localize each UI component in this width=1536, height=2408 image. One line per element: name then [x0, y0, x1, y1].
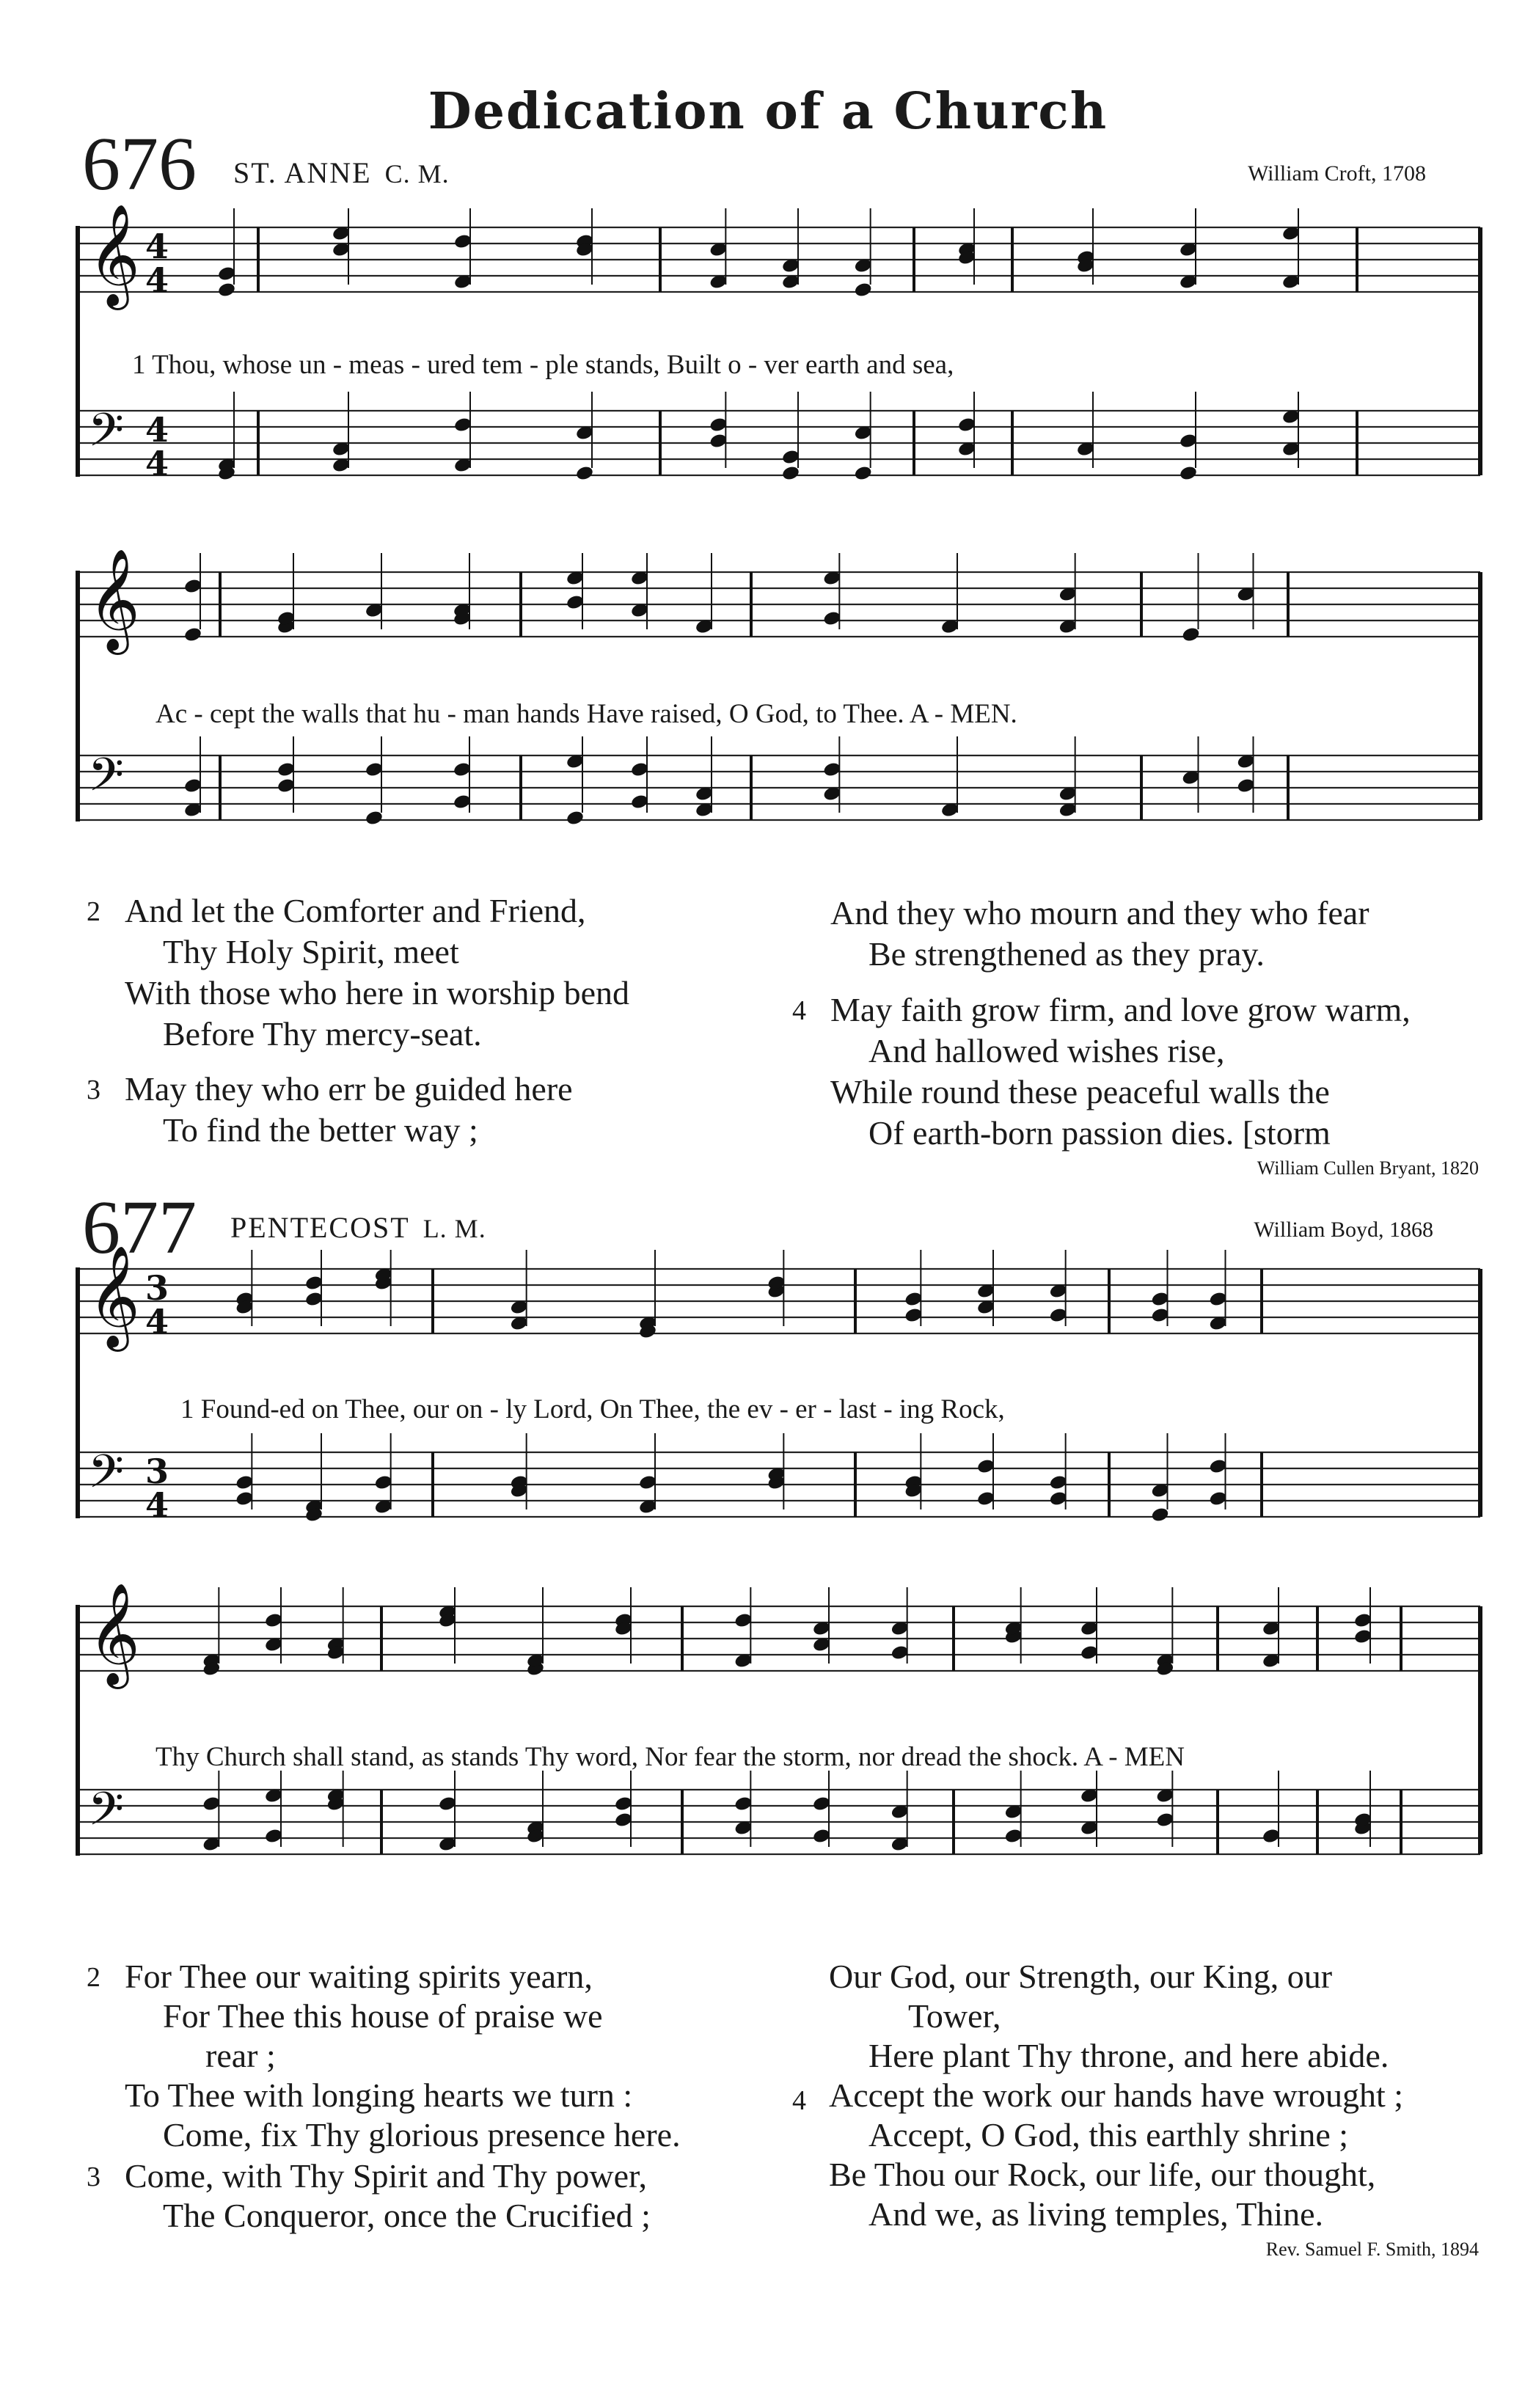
- verse-line: Our God, our Strength, our King, our: [829, 1958, 1333, 1995]
- time-signature-top: 3: [145, 1268, 169, 1308]
- verse-line: Come, with Thy Spirit and Thy power,: [125, 2157, 647, 2195]
- verse-line: rear ;: [205, 2037, 276, 2074]
- verse-line: And we, as living temples, Thine.: [868, 2195, 1324, 2233]
- music-system-676-a: [0, 204, 1536, 550]
- verse-number: 2: [87, 1962, 100, 1993]
- bass-clef-icon: 𝄢: [88, 1444, 124, 1509]
- bass-clef-icon: 𝄢: [88, 1782, 124, 1847]
- verse-line: With those who here in worship bend: [125, 974, 630, 1011]
- lyrics-677-line1: 1 Found-ed on Thee, our on - ly Lord, On Thee, the ev - er - last - ing Rock,: [180, 1394, 1005, 1424]
- hymn-number-677: 677: [82, 1185, 197, 1270]
- verse-line: Accept, O God, this earthly shrine ;: [868, 2116, 1349, 2153]
- text-credit-677: Rev. Samuel F. Smith, 1894: [1265, 2239, 1479, 2260]
- verse-number: 2: [87, 896, 100, 927]
- treble-clef-icon: 𝄞: [88, 204, 140, 306]
- verse-line: Be strengthened as they pray.: [868, 935, 1265, 973]
- time-signature-top: 4: [145, 410, 169, 450]
- treble-clef-icon: 𝄞: [88, 549, 140, 651]
- verse-number: 3: [87, 1075, 100, 1105]
- composer-676: William Croft, 1708: [1248, 161, 1426, 186]
- verse-line: And let the Comforter and Friend,: [125, 892, 586, 929]
- time-signature-bottom: 4: [145, 444, 169, 483]
- lyrics-676-line2: Ac - cept the walls that hu - man hands Have raised, O God, to Thee. A - MEN.: [156, 699, 1017, 729]
- verse-number: 4: [792, 995, 806, 1026]
- verse-line: While round these peaceful walls the: [830, 1073, 1330, 1110]
- verse-line: Thy Holy Spirit, meet: [163, 933, 459, 970]
- treble-staff: [78, 1583, 1480, 1689]
- text-credit-676: William Cullen Bryant, 1820: [1257, 1157, 1479, 1179]
- bass-staff: [78, 1771, 1480, 1854]
- time-signature-bottom: 4: [145, 1302, 169, 1342]
- bass-clef-icon: 𝄢: [88, 747, 124, 813]
- verse-line: Accept the work our hands have wrought ;: [829, 2076, 1404, 2114]
- section-title: Dedication of a Church: [428, 82, 1108, 141]
- verse-line: Be Thou our Rock, our life, our thought,: [829, 2156, 1376, 2193]
- verse-number: 3: [87, 2162, 100, 2192]
- treble-staff: [78, 204, 1480, 310]
- tune-name-677: [230, 1210, 486, 1245]
- tune-name-676: [233, 155, 450, 190]
- verse-line: Here plant Thy throne, and here abide.: [868, 2037, 1389, 2074]
- hymn-number-676: 676: [82, 122, 197, 206]
- treble-staff: [78, 549, 1480, 655]
- verse-line: Come, fix Thy glorious presence here.: [163, 2116, 681, 2153]
- time-signature-top: 4: [145, 227, 169, 266]
- treble-clef-icon: 𝄞: [88, 1583, 140, 1685]
- meter-label: L. M.: [423, 1214, 486, 1243]
- treble-clef-icon: 𝄞: [88, 1245, 140, 1347]
- time-signature-bottom: 4: [145, 1485, 169, 1525]
- verse-line: May they who err be guided here: [125, 1070, 573, 1108]
- tune-label: ST. ANNE: [233, 156, 372, 189]
- verse-line: To find the better way ;: [163, 1111, 478, 1149]
- bass-staff: [78, 392, 1480, 483]
- tune-label: PENTECOST: [230, 1211, 410, 1244]
- verse-line: For Thee this house of praise we: [163, 1997, 603, 2035]
- verse-line: Of earth-born passion dies. [storm: [868, 1114, 1331, 1152]
- verse-number: 4: [792, 2085, 806, 2116]
- time-signature-bottom: 4: [145, 260, 169, 300]
- lyrics-676-line1: 1 Thou, whose un - meas - ured tem - ple stands, Built o - ver earth and sea,: [132, 350, 954, 380]
- bass-staff: [78, 736, 1480, 826]
- time-signature-top: 3: [145, 1452, 169, 1491]
- verse-line: And hallowed wishes rise,: [868, 1032, 1225, 1069]
- verse-line: May faith grow firm, and love grow warm,: [830, 991, 1411, 1028]
- lyrics-677-line2: Thy Church shall stand, as stands Thy word, Nor fear the storm, nor dread the shock. A - MEN: [156, 1742, 1185, 1772]
- bass-clef-icon: 𝄢: [88, 403, 124, 468]
- composer-677: William Boyd, 1868: [1254, 1218, 1433, 1242]
- verse-line: To Thee with longing hearts we turn :: [125, 2076, 633, 2114]
- treble-staff: [78, 1245, 1480, 1352]
- verse-line: The Conqueror, once the Crucified ;: [163, 2197, 651, 2234]
- verse-line: For Thee our waiting spirits yearn,: [125, 1958, 593, 1995]
- verse-line: And they who mourn and they who fear: [830, 894, 1369, 932]
- meter-label: C. M.: [384, 159, 450, 189]
- bass-staff: [78, 1433, 1480, 1525]
- verse-line: Before Thy mercy-seat.: [163, 1015, 482, 1053]
- verse-line: Tower,: [908, 1997, 1001, 2035]
